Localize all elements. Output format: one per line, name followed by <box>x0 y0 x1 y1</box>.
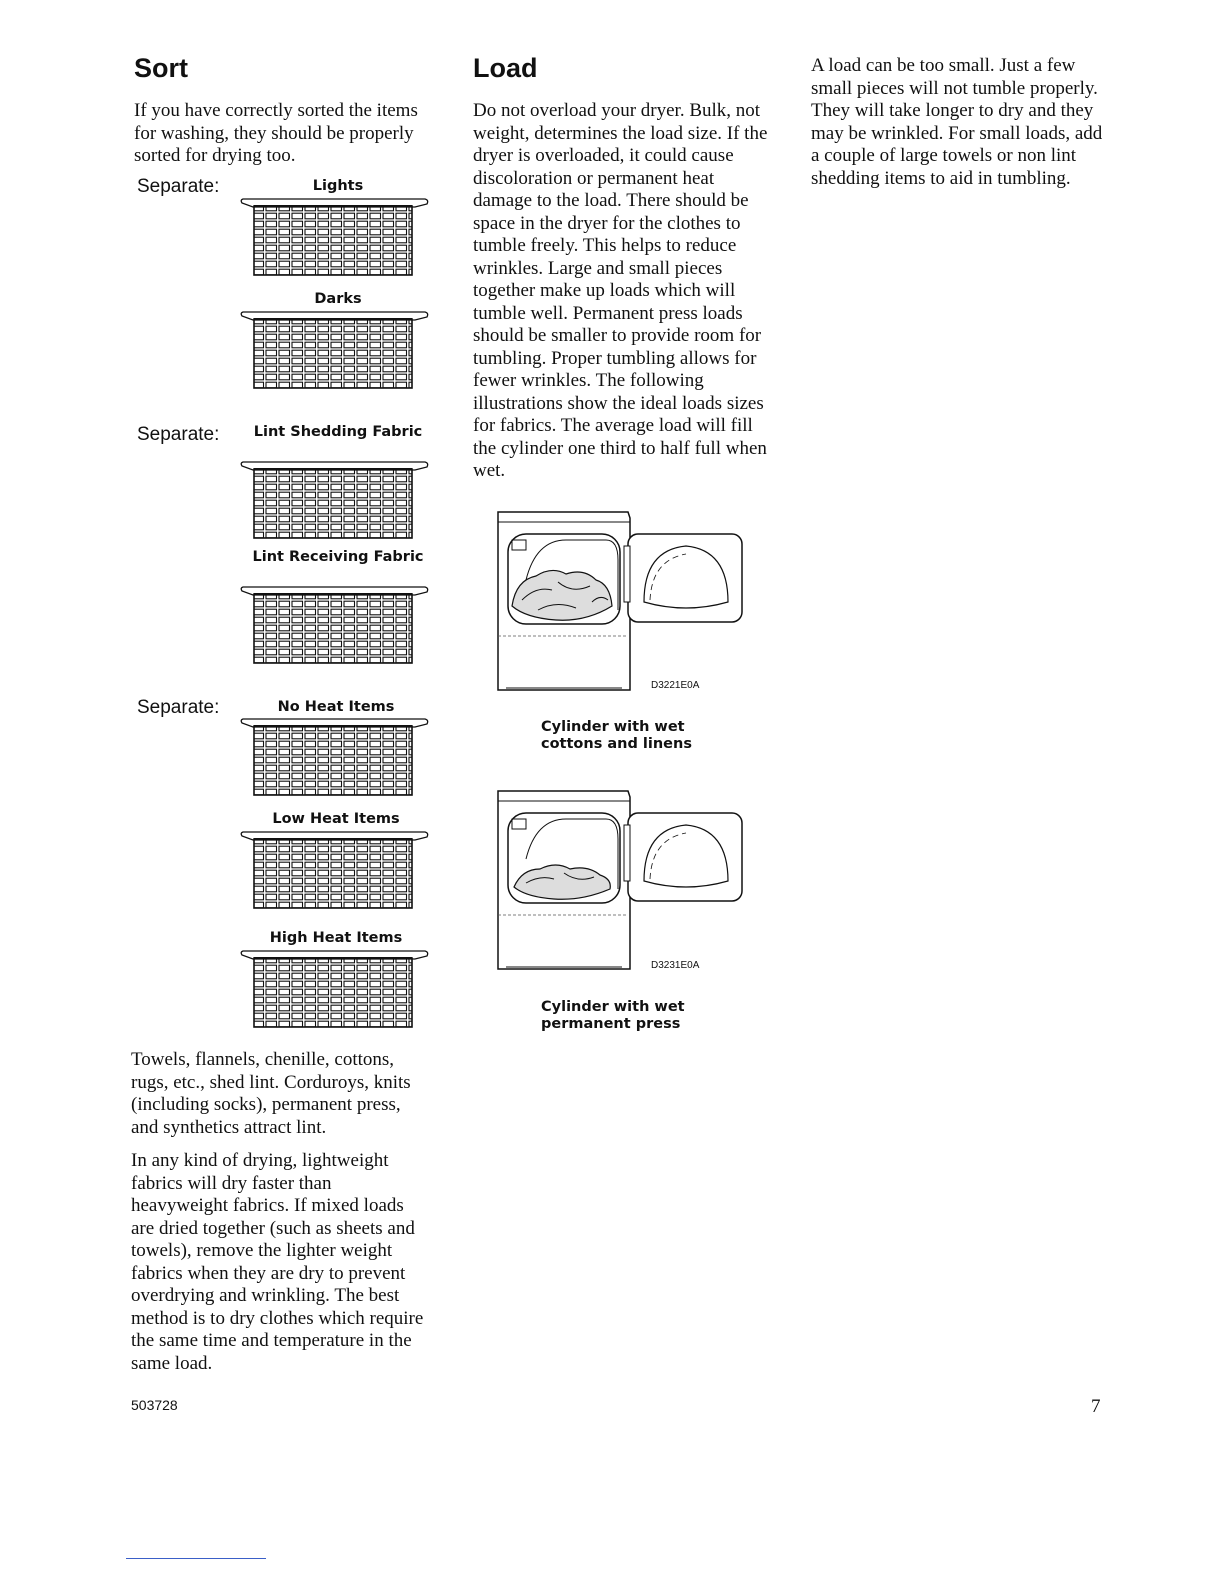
low-heat-basket-illustration <box>239 829 431 911</box>
figure-caption-1: Cylinder with wet cottons and linens <box>541 719 692 752</box>
figure-code-1: D3221E0A <box>651 680 700 691</box>
no-heat-basket-illustration <box>239 716 431 798</box>
sort-heading: Sort <box>134 53 188 83</box>
basket-label-high-heat: High Heat Items <box>269 930 403 946</box>
page-number: 7 <box>1091 1396 1101 1417</box>
separate-label-2: Separate: <box>137 424 220 445</box>
drying-paragraph: In any kind of drying, lightweight fabrics will dry faster than heavyweight fabrics. If mixed loads are dried together (such as sheets and towels), remove the lighter weight fabrics when they are dry to prevent overdrying and wrinkling. The best method is to dry clothes which require the same time and temperature in the same load. <box>131 1150 424 1374</box>
basket-label-low-heat: Low Heat Items <box>272 811 400 827</box>
dryer-permanent-press-illustration <box>496 789 746 973</box>
figure-code-2: D3231E0A <box>651 960 700 971</box>
darks-basket-illustration <box>239 309 431 391</box>
basket-label-darks: Darks <box>314 291 362 307</box>
separate-label-3: Separate: <box>137 697 220 718</box>
part-number: 503728 <box>131 1397 178 1413</box>
lint-receiving-basket-illustration <box>239 584 431 666</box>
basket-label-lights: Lights <box>312 178 364 194</box>
load-paragraph: Do not overload your dryer. Bulk, not weight, determines the load size. If the dryer is overloaded, it could cause discoloration or permanent heat damage to the load. There should be space in the dryer for the clothes to tumble freely. This helps to reduce wrinkles. Large and small pieces together make up loads which will tumble well. Permanent press loads should be smaller to provide room for tumbling. Proper tumbling allows for fewer wrinkles. The following illustrations show the ideal loads sizes for fabrics. The average load will fill the cylinder one third to half full when wet. <box>473 100 768 481</box>
sort-intro: If you have correctly sorted the items for washing, they should be properly sorted for drying too. <box>134 100 418 166</box>
basket-label-no-heat: No Heat Items <box>277 699 395 715</box>
load-heading: Load <box>473 53 538 83</box>
small-load-paragraph: A load can be too small. Just a few small pieces will not tumble properly. They will take longer to dry and they may be wrinkled. For small loads, add a couple of large towels or non lint shedding items to aid in tumbling. <box>811 55 1103 189</box>
high-heat-basket-illustration <box>239 948 431 1030</box>
basket-label-lint-shedding: Lint Shedding Fabric <box>253 424 423 440</box>
figure-caption-2: Cylinder with wet permanent press <box>541 999 685 1032</box>
dryer-cottons-illustration <box>496 510 746 694</box>
lint-shedding-basket-illustration <box>239 459 431 541</box>
footer-link-rule <box>126 1558 266 1559</box>
basket-label-lint-receiving: Lint Receiving Fabric <box>252 549 424 565</box>
lint-paragraph: Towels, flannels, chenille, cottons, rugs, etc., shed lint. Corduroys, knits (including socks), permanent press, and synthetics attract lint. <box>131 1049 411 1138</box>
lights-basket-illustration <box>239 196 431 278</box>
separate-label-1: Separate: <box>137 176 220 197</box>
